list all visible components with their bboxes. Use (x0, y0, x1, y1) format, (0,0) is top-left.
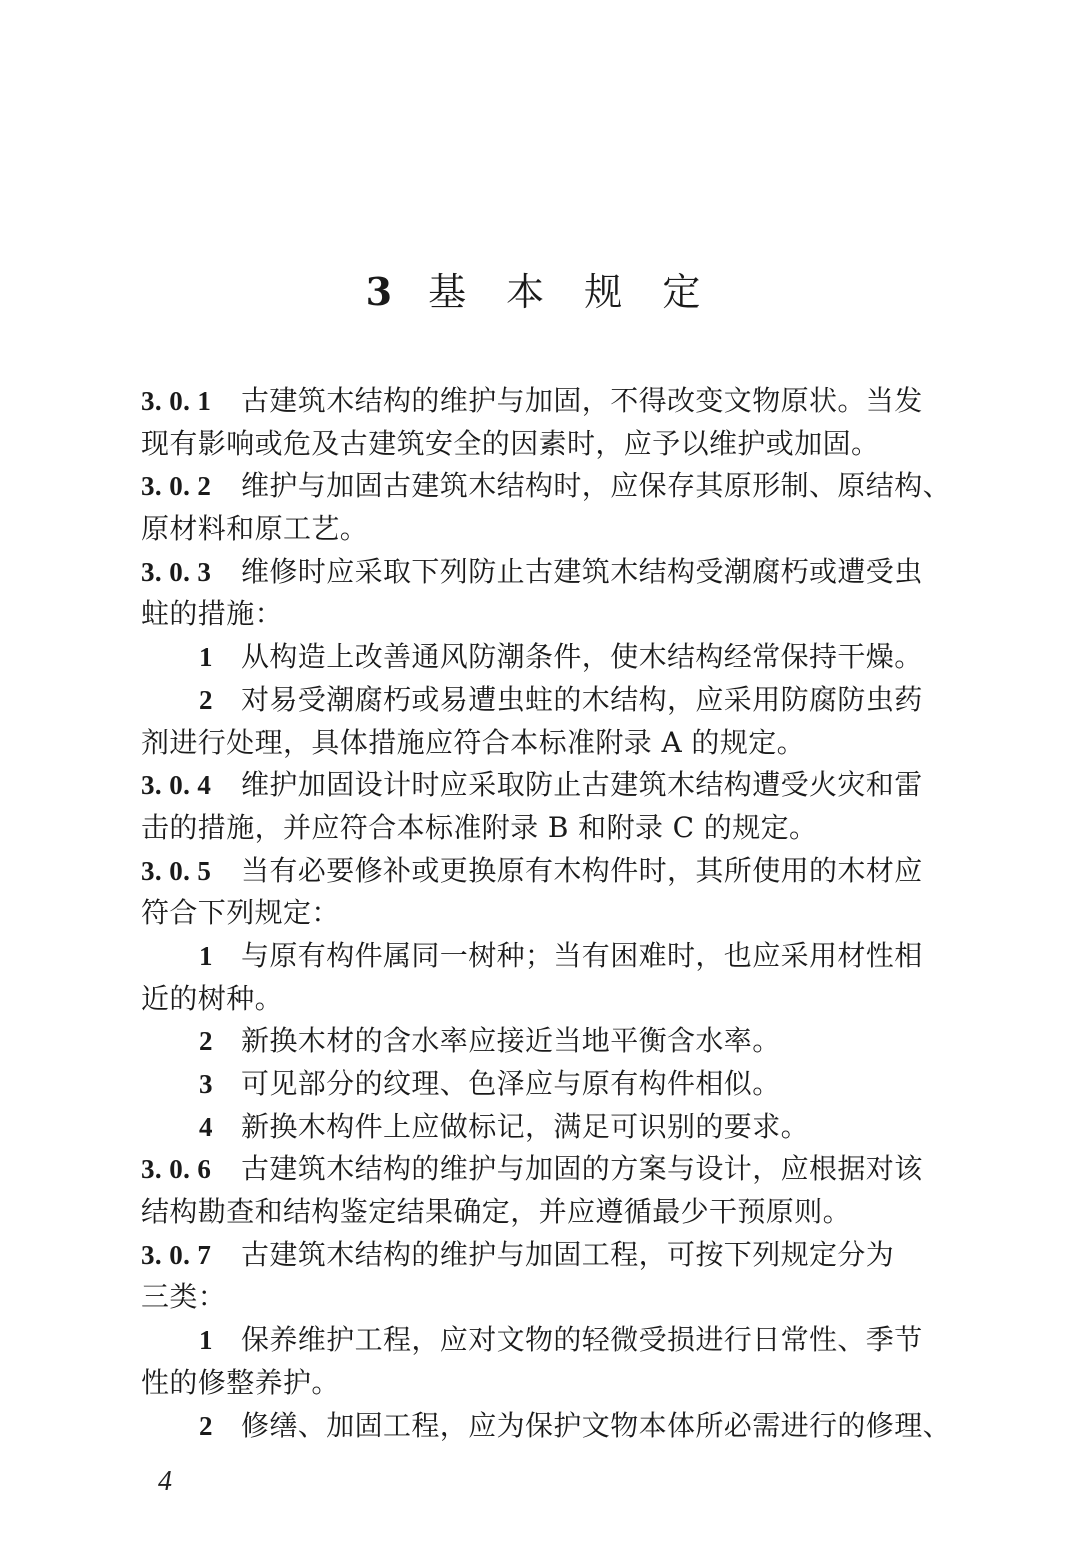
text-line (141, 1319, 941, 1362)
chapter-title-text: 基 本 规 定 (428, 270, 715, 314)
line-text: 保养维护工程，应对文物的轻微受损进行日常性、季节 (241, 1323, 923, 1357)
line-text: 与原有构件属同一树种；当有困难时，也应采用材性相 (241, 938, 923, 972)
item-number: 3 (199, 1069, 213, 1099)
line-text: 修缮、加固工程，应为保护文物本体所必需进行的修理、 (241, 1408, 952, 1442)
line-text: 古建筑木结构的维护与加固，不得改变文物原状。当发 (241, 384, 923, 417)
text-line (141, 423, 941, 466)
clause-number: 3. 0. 1 (141, 386, 212, 416)
clause-number: 3. 0. 4 (141, 770, 212, 801)
item-number: 1 (199, 642, 213, 673)
line-text: 新换木材的含水率应接近当地平衡含水率。 (241, 1024, 781, 1058)
line-text: 剂进行处理，具体措施应符合本标准附录 A 的规定。 (141, 725, 806, 759)
line-text: 古建筑木结构的维护与加固工程，可按下列规定分为 (241, 1237, 895, 1271)
text-line (141, 508, 941, 551)
text-line (141, 1276, 941, 1319)
line-text: 维护与加固古建筑木结构时，应保存其原形制、原结构、 (241, 469, 952, 503)
line-text: 符合下列规定： (141, 896, 340, 930)
clause-number: 3. 0. 2 (141, 471, 212, 502)
line-text: 现有影响或危及古建筑安全的因素时，应予以维护或加固。 (141, 426, 880, 460)
text-line (141, 1405, 952, 1448)
line-text: 结构勘查和结构鉴定结果确定，并应遵循最少干预原则。 (141, 1195, 852, 1229)
text-line (141, 636, 941, 679)
text-line (141, 978, 941, 1021)
text-line (141, 465, 952, 508)
text-line (141, 679, 941, 722)
text-line (141, 807, 941, 850)
text-line (141, 1362, 941, 1405)
chapter-title (0, 262, 1080, 322)
line-text: 维修时应采取下列防止古建筑木结构受潮腐朽或遭受虫 (241, 554, 923, 588)
item-number: 4 (199, 1111, 213, 1142)
clause-number: 3. 0. 6 (141, 1154, 212, 1185)
text-line (141, 593, 941, 636)
clause-number: 3. 0. 3 (141, 556, 212, 587)
text-line (141, 1063, 941, 1106)
item-number: 2 (199, 1026, 213, 1057)
line-text: 击的措施，并应符合本标准附录 B 和附录 C 的规定。 (141, 810, 818, 844)
text-line (141, 892, 941, 935)
line-text: 对易受潮腐朽或易遭虫蛀的木结构，应采用防腐防虫药 (241, 682, 923, 716)
item-number: 2 (199, 1410, 213, 1441)
item-number: 1 (199, 940, 213, 971)
line-text: 当有必要修补或更换原有木构件时，其所使用的木材应 (241, 853, 923, 887)
clause-number: 3. 0. 7 (141, 1239, 212, 1270)
text-line (141, 935, 941, 978)
page-number: 4 (158, 1466, 172, 1497)
text-line (141, 380, 941, 423)
chapter-number: 3 (365, 269, 407, 314)
item-number: 1 (199, 1325, 213, 1356)
line-text: 从构造上改善通风防潮条件，使木结构经常保持干燥。 (241, 640, 923, 674)
line-text: 维护加固设计时应采取防止古建筑木结构遭受火灾和雷 (241, 768, 923, 802)
text-line (141, 722, 941, 765)
line-text: 蛀的措施： (141, 597, 284, 631)
line-text: 新换木构件上应做标记，满足可识别的要求。 (241, 1109, 810, 1143)
line-text: 三类： (141, 1280, 227, 1314)
text-line (141, 850, 941, 893)
text-line (141, 764, 941, 807)
text-line (141, 1106, 941, 1149)
text-line (141, 551, 941, 594)
text-line (141, 1234, 941, 1277)
line-text: 古建筑木结构的维护与加固的方案与设计，应根据对该 (241, 1152, 923, 1186)
line-text: 原材料和原工艺。 (141, 512, 369, 546)
text-line (141, 1020, 941, 1063)
line-text: 性的修整养护。 (141, 1365, 340, 1399)
body-text (141, 380, 952, 1447)
line-text: 可见部分的纹理、色泽应与原有构件相似。 (241, 1067, 781, 1100)
text-line (141, 1191, 941, 1234)
clause-number: 3. 0. 5 (141, 855, 212, 886)
line-text: 近的树种。 (141, 981, 284, 1015)
text-line (141, 1148, 941, 1191)
item-number: 2 (199, 684, 213, 715)
